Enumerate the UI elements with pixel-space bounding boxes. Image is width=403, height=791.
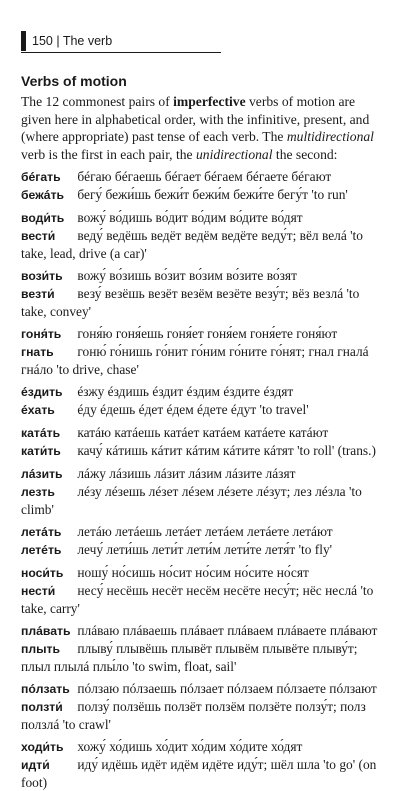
verb-forms: гоню́ го́нишь го́нит го́ним го́ните го́нят; гнал гналá гнáло 'to drive, chase' — [21, 344, 369, 377]
verb-pair — [21, 424, 381, 460]
verb-entry — [21, 680, 381, 698]
verb-forms: пóлзаю пóлзаешь пóлзает пóлзаем пóлзаете пóлзают — [77, 681, 377, 696]
verb-forms: éду éдешь éдет éдем éдете éдут 'to travel' — [77, 402, 309, 417]
verb-entry — [21, 541, 381, 559]
page-number-label: 150 | The verb — [32, 34, 113, 48]
verb-entry — [21, 582, 381, 617]
verb-infinitive: вози́ть — [21, 269, 63, 283]
verb-pair — [21, 523, 381, 559]
verb-forms: вожу́ во́зишь во́зит во́зим во́зите во́зят — [77, 268, 297, 283]
section-title: Verbs of motion — [21, 73, 127, 89]
verb-infinitive: гоня́ть — [21, 327, 62, 341]
verb-pair — [21, 738, 381, 791]
verb-pair — [21, 267, 381, 320]
verb-entry — [21, 622, 381, 640]
verb-infinitive: ходи́ть — [21, 740, 64, 754]
verb-entry — [21, 424, 381, 442]
verb-entry — [21, 168, 381, 186]
verb-infinitive: лáзить — [21, 467, 63, 481]
verb-pair — [21, 680, 381, 733]
verb-forms: бéгаю бéгаешь бéгает бéгаем бéгаете бéгают — [77, 169, 332, 184]
verb-forms: éзжу éздишь éздит éздим éздите éздят — [77, 384, 294, 399]
verb-entry — [21, 640, 381, 675]
intro-part4: the second: — [272, 146, 338, 162]
verb-infinitive: нести́ — [21, 584, 56, 598]
verb-infinitive: катáть — [21, 426, 61, 440]
verb-forms: лáжу лáзишь лáзит лáзим лáзите лáзят — [77, 466, 296, 481]
verb-entry — [21, 698, 381, 733]
verb-forms: хожу́ хо́дишь хо́дит хо́дим хо́дите хо́дят — [77, 739, 303, 754]
verb-entry — [21, 186, 381, 204]
verb-forms: лечу́ лети́шь лети́т лети́м лети́те летя́т 'to fly' — [77, 542, 333, 557]
verb-infinitive: бéгать — [21, 170, 61, 184]
verb-infinitive: лезть — [21, 485, 55, 499]
verb-entry — [21, 227, 381, 262]
verb-infinitive: води́ть — [21, 211, 65, 225]
verb-forms: иду́ идёшь идёт идём идёте иду́т; шёл шла 'to go' (on foot) — [21, 757, 377, 790]
verb-pair — [21, 465, 381, 518]
verb-entry — [21, 523, 381, 541]
verb-infinitive: éхать — [21, 403, 55, 417]
verb-forms: ношу́ но́сишь но́сит но́сим но́сите но́сят — [77, 565, 309, 580]
verb-infinitive: везти́ — [21, 287, 55, 301]
verb-infinitive: летéть — [21, 543, 62, 557]
verb-forms: плыву́ плывёшь плывёт плывём плывёте плыву́т; плыл плылá плы́ло 'to swim, float, sail' — [21, 641, 358, 674]
verb-infinitive: летáть — [21, 525, 62, 539]
verb-forms: везу́ везёшь везёт везём везёте везу́т; вёз везлá 'to take, convey' — [21, 286, 360, 319]
verb-forms: плáваю плáваешь плáвает плáваем плáваете плáвают — [77, 623, 378, 638]
intro-part2: verbs of motion are given here in alphabetical order, with the infinitive, present, and (where appropriate) past tense of each verb. The — [21, 94, 370, 144]
verb-infinitive: гнать — [21, 345, 54, 359]
verb-entry — [21, 738, 381, 756]
verb-infinitive: плыть — [21, 642, 60, 656]
verb-entry — [21, 285, 381, 320]
header-marker — [21, 31, 26, 51]
verb-entry — [21, 483, 381, 518]
verb-forms: несу́ несёшь несёт несём несёте несу́т; нёс неслá 'to take, carry' — [21, 583, 374, 616]
verb-entry — [21, 343, 381, 378]
verb-forms: лéзу лéзешь лéзет лéзем лéзете лéзут; лез лéзла 'to climb' — [21, 484, 362, 517]
verb-entry — [21, 267, 381, 285]
verb-infinitive: вести́ — [21, 229, 56, 243]
verb-infinitive: плáвать — [21, 624, 71, 638]
verb-pair — [21, 564, 381, 617]
verb-list — [21, 168, 381, 791]
verb-infinitive: носи́ть — [21, 566, 64, 580]
intro-bold-term: imperfective — [173, 94, 246, 109]
verb-forms: гоня́ю гоня́ешь гоня́ет гоня́ем гоня́ете гоня́ют — [77, 326, 338, 341]
verb-pair — [21, 325, 381, 378]
verb-entry — [21, 209, 381, 227]
verb-pair — [21, 209, 381, 262]
verb-infinitive: кати́ть — [21, 444, 61, 458]
verb-forms: вожу́ во́дишь во́дит во́дим во́дите во́дят — [77, 210, 303, 225]
header-rule — [21, 52, 221, 53]
intro-part1: The 12 commonest pairs of — [21, 94, 174, 109]
verb-forms: ползу́ ползёшь ползёт ползём ползёте ползу́т; полз ползлá 'to crawl' — [21, 699, 366, 732]
verb-pair — [21, 383, 381, 419]
intro-part3: verb is the first in each pair, the — [21, 146, 196, 162]
verb-infinitive: бежáть — [21, 188, 65, 202]
intro-paragraph — [21, 93, 381, 163]
page-header — [21, 30, 381, 52]
verb-infinitive: пóлзать — [21, 682, 70, 696]
verb-entry — [21, 325, 381, 343]
verb-pair — [21, 622, 381, 675]
verb-forms: качу́ кáтишь кáтит кáтим кáтите кáтят 'to roll' (trans.) — [77, 443, 376, 458]
verb-infinitive: ползти́ — [21, 700, 63, 714]
verb-pair — [21, 168, 381, 204]
verb-entry — [21, 756, 381, 791]
verb-forms: катáю катáешь катáет катáем катáете катáют — [77, 425, 329, 440]
verb-infinitive: éздить — [21, 385, 63, 399]
verb-entry — [21, 401, 381, 419]
verb-entry — [21, 465, 381, 483]
verb-entry — [21, 442, 381, 460]
intro-multidirectional-term: multidirectional — [286, 129, 374, 144]
intro-unidirectional-term: unidirectional — [195, 146, 273, 162]
verb-entry — [21, 383, 381, 401]
verb-entry — [21, 564, 381, 582]
verb-infinitive: идти́ — [21, 758, 50, 772]
verb-forms: бегу́ бежи́шь бежи́т бежи́м бежи́те бегу́т 'to run' — [77, 187, 348, 202]
verb-forms: веду́ ведёшь ведёт ведём ведёте веду́т; вёл велá 'to take, lead, drive (a car)' — [21, 228, 363, 261]
verb-forms: летáю летáешь летáет летáем летáете летáют — [77, 524, 333, 539]
